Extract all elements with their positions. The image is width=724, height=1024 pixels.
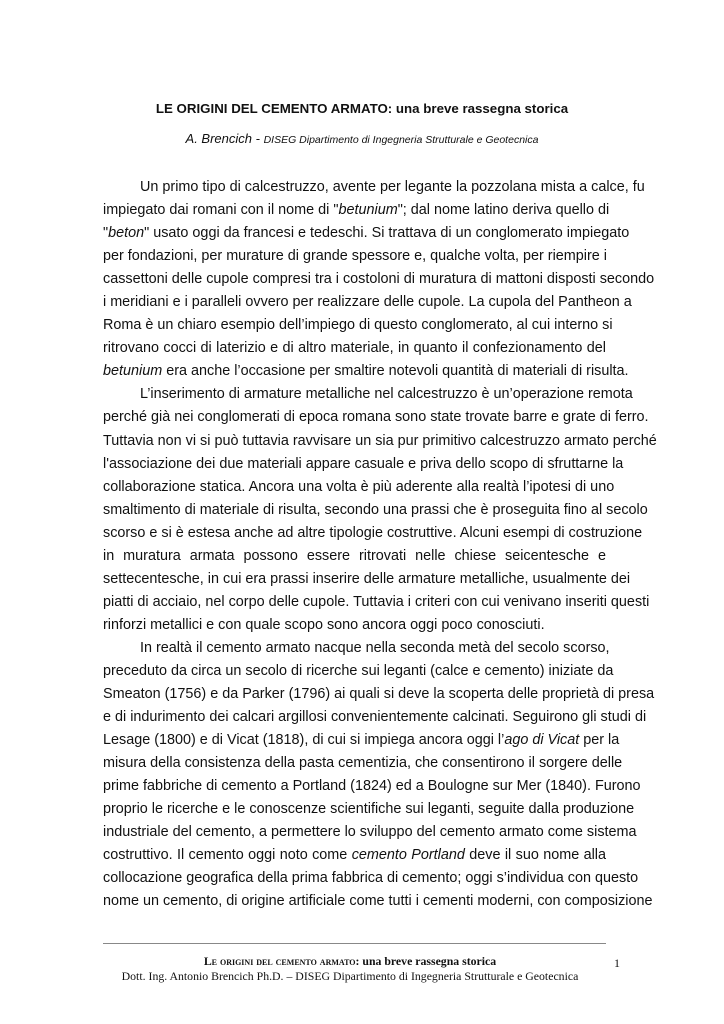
text-segment: misura della consistenza della pasta cementizia, che consentirono il sorgere delle xyxy=(103,755,623,772)
document-title: LE ORIGINI DEL CEMENTO ARMATO: una breve rassegna storica xyxy=(155,101,569,116)
footer-credit: Dott. Ing. Antonio Brencich Ph.D. – DISEG Dipartimento di Ingegneria Strutturale e Geotecnica xyxy=(121,969,579,983)
text-segment: settecentesche, in cui era prassi inserire delle armature metalliche, usualmente dei xyxy=(103,570,631,587)
text-line xyxy=(103,430,657,453)
text-segment: Lesage (1800) e di Vicat (1818), di cui si impiega ancora oggi l’ xyxy=(103,732,505,749)
text-segment: per la xyxy=(579,732,620,749)
text-segment: ritrovano cocci di laterizio e di altro materiale, in quanto il confezionamento del xyxy=(103,340,606,357)
text-segment: in muratura armata possono essere ritrovati nelle chiese seicentesche e xyxy=(103,547,606,564)
text-line xyxy=(103,752,623,775)
text-line xyxy=(103,291,632,314)
page-footer xyxy=(100,954,600,984)
text-segment: piatti di acciaio, nel corpo delle cupole. Tuttavia i criteri con cui venivano inseriti questi xyxy=(103,593,650,610)
text-line xyxy=(103,383,633,406)
italic-text: betunium xyxy=(338,202,398,219)
text-segment: Smeaton (1756) e da Parker (1796) ai quali si deve la scoperta delle proprietà di presa xyxy=(103,686,655,703)
text-segment: era anche l’occasione per smaltire notevoli quantità di materiali di risulta. xyxy=(162,363,629,380)
text-segment: Roma è un chiaro esempio dell’impiego di questo conglomerato, al cui interno si xyxy=(103,317,613,334)
text-line xyxy=(103,568,631,591)
text-segment: l'associazione dei due materiali appare casuale e priva dello scopo di sfruttarne la xyxy=(103,455,624,472)
text-segment: prime fabbriche di cemento a Portland (1824) ed a Boulogne sur Mer (1840). Furono xyxy=(103,778,641,795)
text-segment: e di indurimento dei calcari argillosi convenientemente calcinati. Seguirono gli studi di xyxy=(103,709,647,726)
text-line xyxy=(103,522,643,545)
italic-text: beton xyxy=(108,225,145,242)
paragraph xyxy=(103,637,655,914)
paragraph xyxy=(103,176,655,383)
text-line xyxy=(103,222,630,245)
text-segment: "; dal nome latino deriva quello di xyxy=(397,202,610,219)
text-line xyxy=(103,499,648,522)
text-segment: industriale del cemento, a permettere lo sviluppo del cemento armato come sistema xyxy=(103,824,637,841)
text-segment: deve il suo nome alla xyxy=(464,847,606,864)
text-line xyxy=(103,453,624,476)
text-line xyxy=(103,798,635,821)
text-line xyxy=(103,245,606,268)
text-line xyxy=(103,729,620,752)
text-segment: preceduto da circa un secolo di ricerche sui leganti (calce e cemento) iniziate da xyxy=(103,662,614,679)
text-line xyxy=(103,314,613,337)
footer-title-rest: : una breve rassegna storica xyxy=(355,954,497,968)
text-segment: L’inserimento di armature metalliche nel calcestruzzo è un’operazione remota xyxy=(140,386,633,403)
text-segment: cassettoni delle cupole compresi tra i costoloni di muratura di mattoni disposti secondo xyxy=(103,271,655,288)
text-line xyxy=(103,844,606,867)
text-line xyxy=(103,199,610,222)
text-segment: collaborazione statica. Ancora una volta è più aderente alla realtà l’ipotesi di uno xyxy=(103,478,615,495)
text-segment: costruttivo. Il cemento oggi noto come xyxy=(103,847,352,864)
footer-title-caps: Le origini del cemento armato xyxy=(203,954,356,968)
text-line xyxy=(103,637,610,660)
text-segment: scorso e si è estesa anche ad altre tipologie costruttive. Alcuni esempi di costruzione xyxy=(103,524,643,541)
text-segment: smaltimento di materiale di risulta, secondo una prassi che è proseguita fino al secolo xyxy=(103,501,648,518)
text-segment: In realtà il cemento armato nacque nella seconda metà del secolo scorso, xyxy=(140,639,610,656)
footer-divider xyxy=(103,943,606,944)
text-segment: " usato oggi da francesi e tedeschi. Si trattava di un conglomerato impiegato xyxy=(144,225,630,242)
italic-text: betunium xyxy=(103,363,163,380)
paragraph xyxy=(103,383,657,637)
text-line xyxy=(103,867,639,890)
text-line xyxy=(103,660,614,683)
page-number: 1 xyxy=(614,956,620,970)
text-line xyxy=(103,406,649,429)
text-line xyxy=(103,775,641,798)
text-line xyxy=(103,683,655,706)
text-segment: perché già nei conglomerati di epoca romana sono state trovate barre e grate di ferro. xyxy=(103,409,649,426)
text-segment: Tuttavia non vi si può tuttavia ravvisare un sia pur primitivo calcestruzzo armato perché xyxy=(103,432,657,449)
text-line xyxy=(103,476,615,499)
document-body xyxy=(103,176,657,914)
text-line xyxy=(103,337,606,360)
italic-text: ago di Vicat xyxy=(504,732,580,749)
text-segment: rinforzi metallici e con quale scopo sono ancora oggi poco conosciuti. xyxy=(103,616,545,633)
text-line xyxy=(103,176,645,199)
text-segment: i meridiani e i paralleli ovvero per realizzare delle cupole. La cupola del Pantheon a xyxy=(103,294,632,311)
text-line xyxy=(103,591,650,614)
text-segment: impiegato dai romani con il nome di " xyxy=(103,202,339,219)
text-line xyxy=(103,268,655,291)
author-department: DISEG Dipartimento di Ingegneria Strutturale e Geotecnica xyxy=(263,134,539,146)
text-segment: nome un cemento, di origine artificiale come tutti i cementi moderni, con composizione xyxy=(103,893,653,910)
text-line xyxy=(103,706,647,729)
text-segment: proprio le ricerche e le conoscenze scientifiche sui leganti, seguite dalla produzione xyxy=(103,801,635,818)
text-segment: collocazione geografica della prima fabbrica di cemento; oggi s’individua con questo xyxy=(103,870,639,887)
text-line xyxy=(103,360,629,383)
text-line xyxy=(103,545,606,568)
author-name: A. Brencich - xyxy=(185,131,264,146)
text-line xyxy=(103,821,637,844)
italic-text: cemento Portland xyxy=(351,847,465,864)
footer-title xyxy=(100,954,600,969)
text-line xyxy=(103,614,606,637)
text-segment: per fondazioni, per murature di grande spessore e, qualche volta, per riempire i xyxy=(103,248,607,265)
author-line xyxy=(0,131,724,146)
text-segment: Un primo tipo di calcestruzzo, avente per legante la pozzolana mista a calce, fu xyxy=(140,179,645,195)
text-line xyxy=(103,890,653,913)
text-segment: " xyxy=(103,225,109,242)
